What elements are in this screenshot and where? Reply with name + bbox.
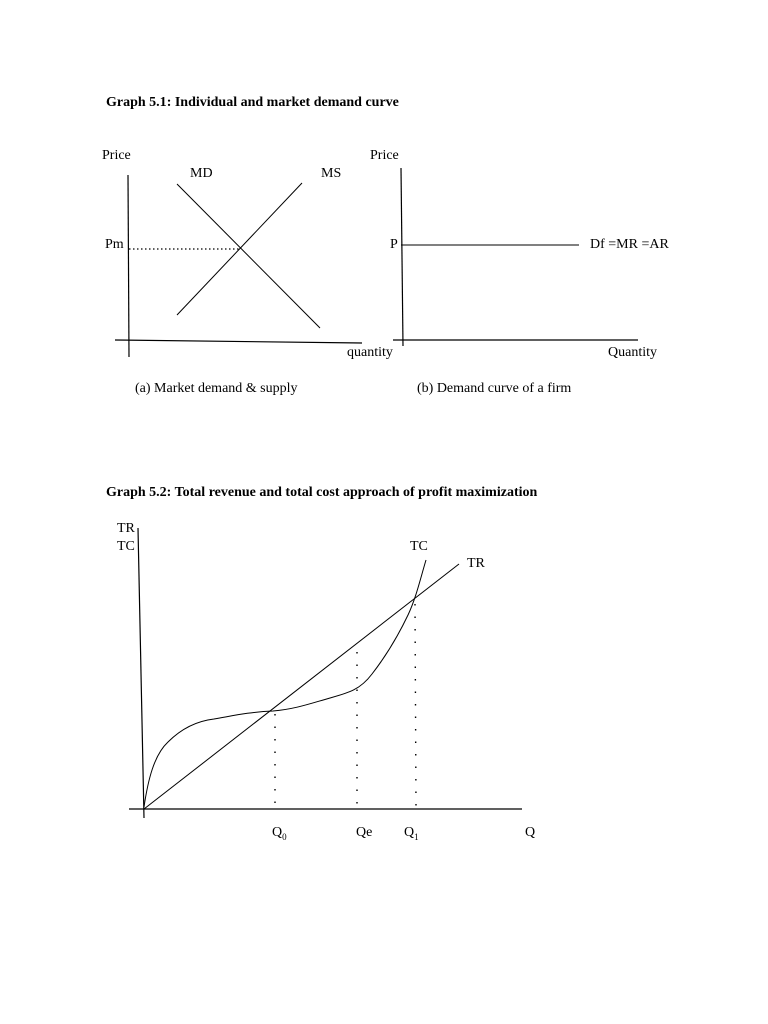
pm-label: Pm xyxy=(105,237,124,252)
graph-5-1-title-number: Graph 5.1 xyxy=(106,95,167,110)
graph-5-1-title-text: : Individual and market demand curve xyxy=(166,95,399,110)
left-y-axis xyxy=(128,175,129,357)
tr-tc-graph xyxy=(129,528,522,818)
ms-label: MS xyxy=(321,166,342,181)
right-quantity-label: Quantity xyxy=(608,345,657,360)
firm-graph xyxy=(393,168,638,346)
qe-tick-label: Qe xyxy=(356,825,373,840)
tc-curve-label: TC xyxy=(410,539,428,554)
left-x-axis xyxy=(115,340,362,343)
caption-firm-demand: (b) Demand curve of a firm xyxy=(417,381,572,396)
md-curve xyxy=(177,184,320,328)
tr-axis-label: TR xyxy=(117,521,135,536)
left-quantity-label: quantity xyxy=(347,345,393,360)
q0-tick-sub: 0 xyxy=(282,831,287,842)
tr-curve-label: TR xyxy=(467,556,485,571)
graph-5-2-title: Graph 5.2: Total revenue and total cost approach of profit maximization xyxy=(106,485,538,500)
right-y-axis xyxy=(401,168,403,346)
demand-curve-label: Df =MR =AR xyxy=(590,237,669,252)
tc-axis-label: TC xyxy=(117,539,135,554)
q1-dotted-guide xyxy=(415,604,416,806)
q1-tick-sub: 1 xyxy=(414,831,419,842)
tc-curve xyxy=(144,560,426,807)
tr-tc-y-axis xyxy=(138,528,144,818)
market-graph xyxy=(115,175,362,357)
p-label: P xyxy=(390,237,398,252)
caption-market-demand-supply: (a) Market demand & supply xyxy=(135,381,298,396)
q-axis-label: Q xyxy=(525,825,536,840)
right-price-label: Price xyxy=(370,148,399,163)
q1-tick-main: Q xyxy=(404,825,415,840)
md-label: MD xyxy=(190,166,213,181)
dotted-guides xyxy=(275,604,416,806)
tr-line xyxy=(144,564,459,809)
left-price-label: Price xyxy=(102,148,131,163)
q0-tick-main: Q xyxy=(272,825,283,840)
